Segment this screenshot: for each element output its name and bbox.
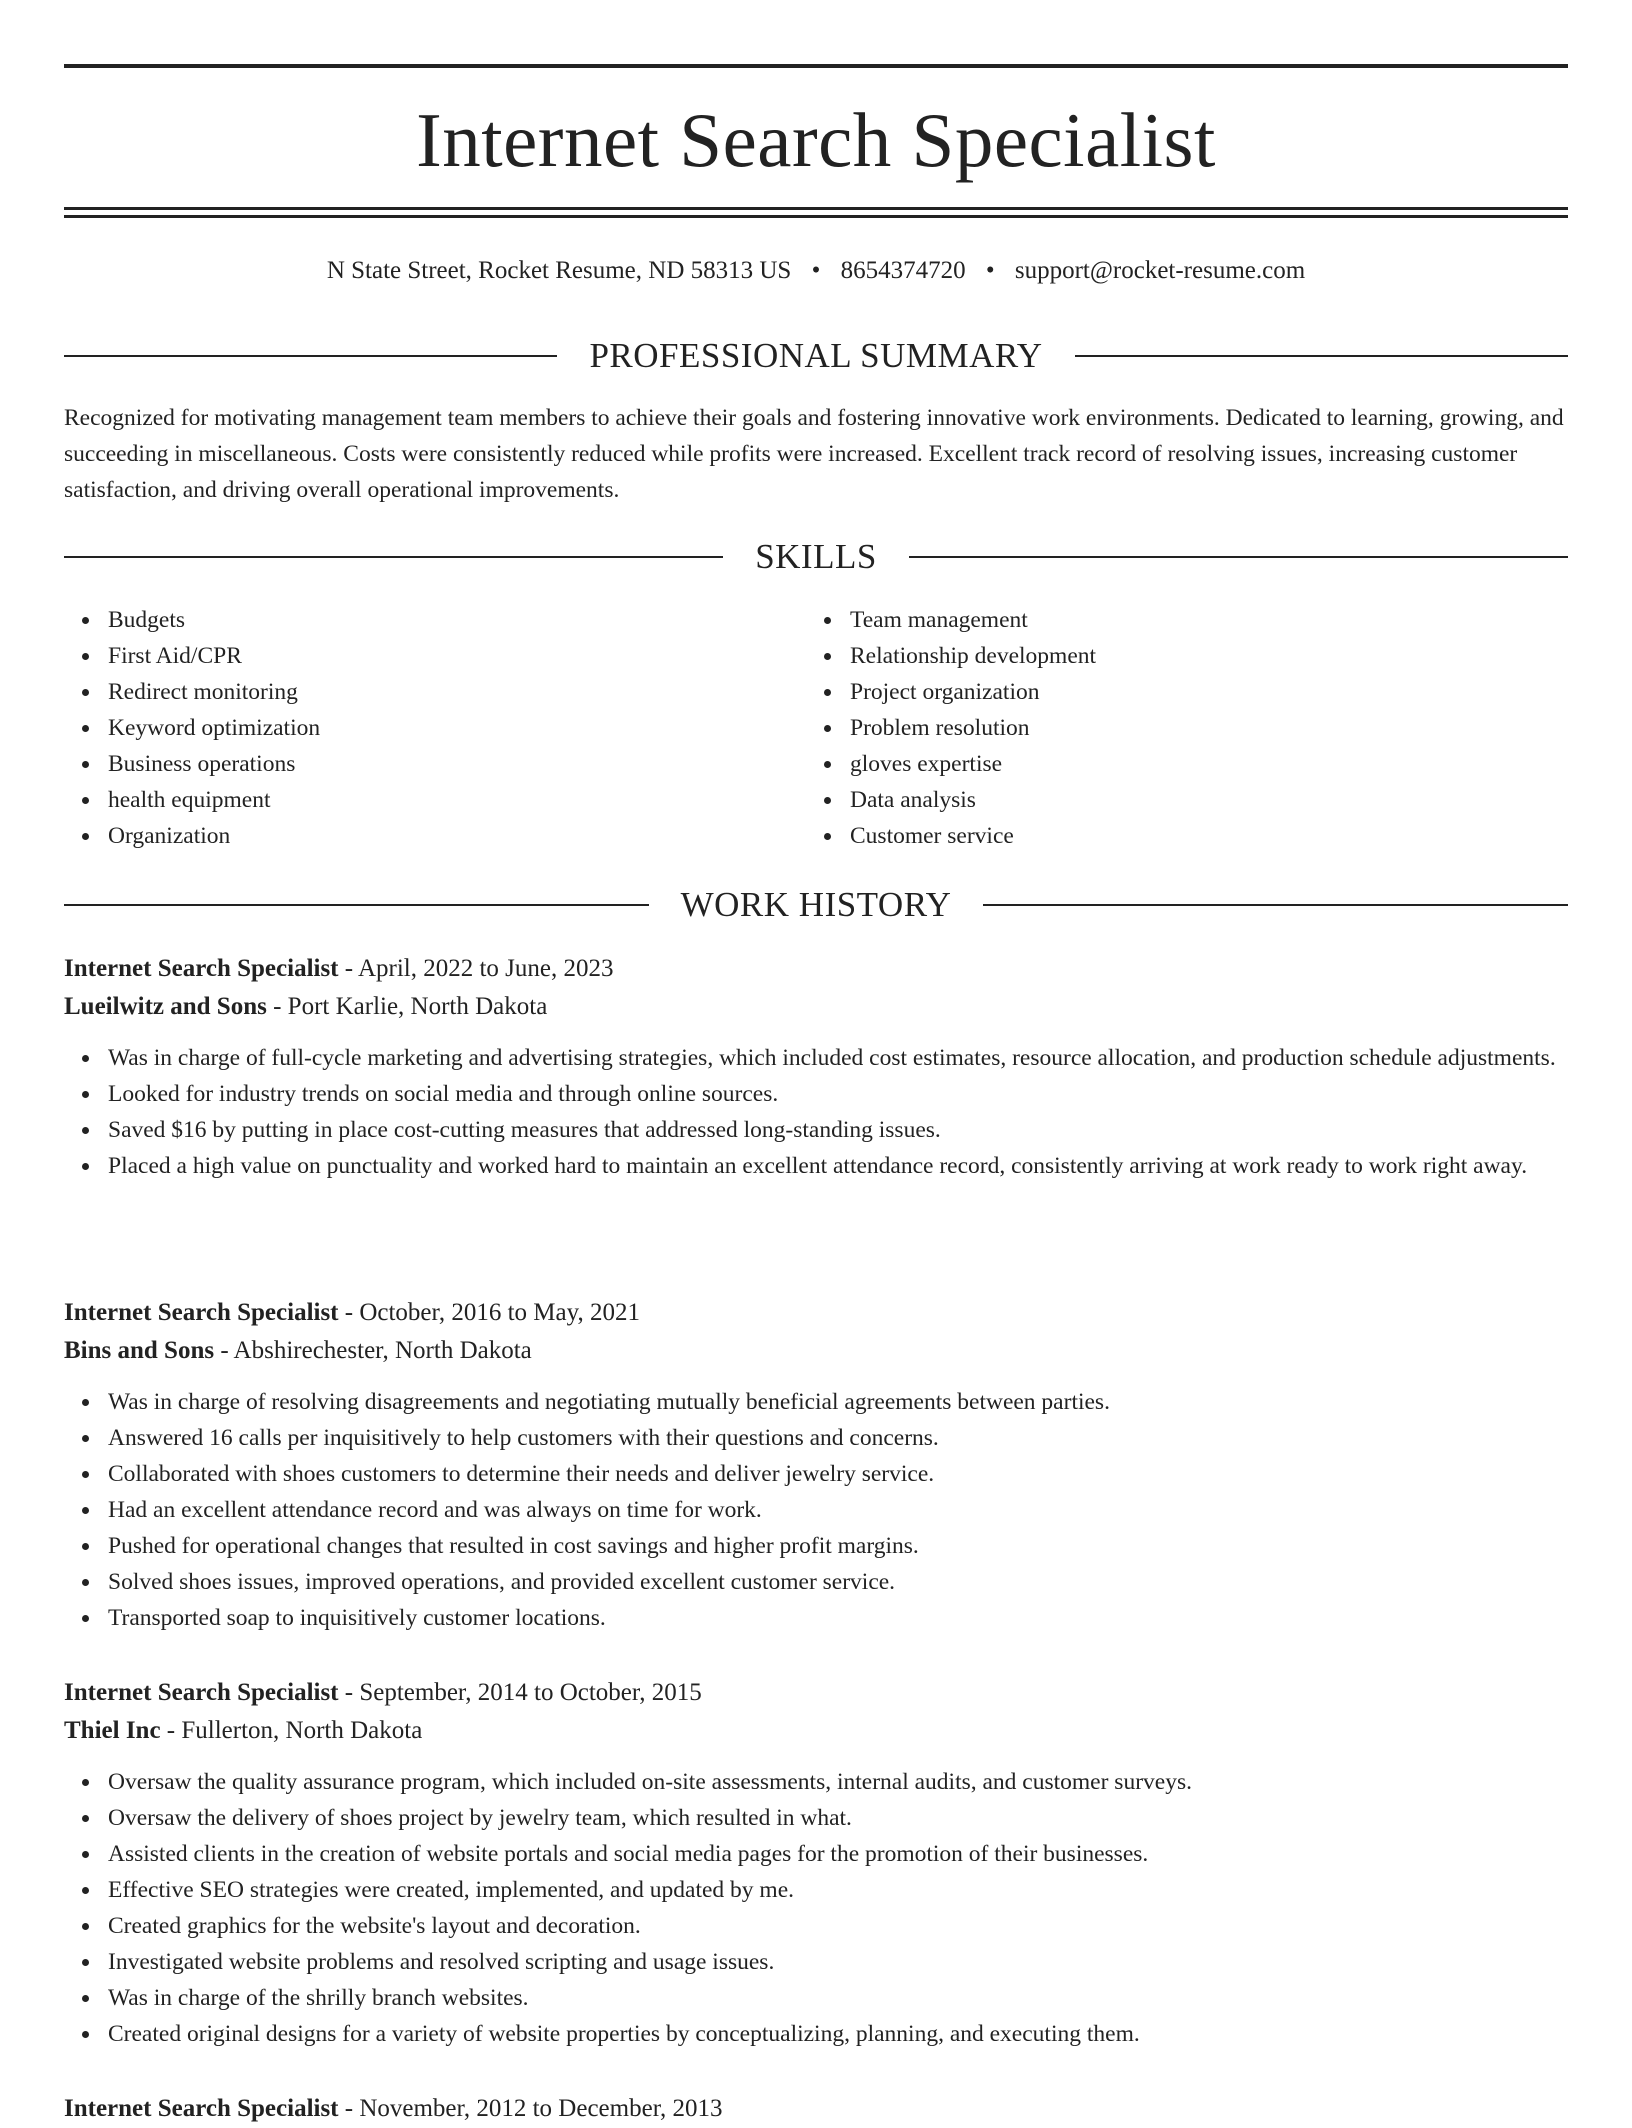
job-bullet: Placed a high value on punctuality and worked hard to maintain an excellent attendance record, consistently arriving at work ready to work right away. bbox=[108, 1148, 1568, 1184]
job-bullet: Had an excellent attendance record and was always on time for work. bbox=[108, 1492, 1568, 1528]
job-bullet: Solved shoes issues, improved operations, and provided excellent customer service. bbox=[108, 1564, 1568, 1600]
skill-item: Redirect monitoring bbox=[108, 674, 806, 710]
contact-separator: • bbox=[811, 257, 821, 284]
job-role-line bbox=[64, 1674, 1568, 1712]
contact-separator: • bbox=[985, 257, 995, 284]
summary-text: Recognized for motivating management team members to achieve their goals and fostering innovative work environments. Dedicated to learning, growing, and succeeding in miscellaneous. Costs were consistently reduced while profits were increased. Excellent track record of resolving issues, increasing customer satisfaction, and driving overall operational improvements. bbox=[64, 405, 1564, 503]
heading-rule bbox=[64, 904, 649, 906]
job-bullet: Answered 16 calls per inquisitively to help customers with their questions and concerns. bbox=[108, 1420, 1568, 1456]
job-bullet: Oversaw the quality assurance program, which included on-site assessments, internal audits, and customer surveys. bbox=[108, 1764, 1568, 1800]
heading-rule bbox=[64, 355, 557, 357]
skill-item: Problem resolution bbox=[850, 710, 1548, 746]
job-dates: - April, 2022 to June, 2023 bbox=[338, 955, 614, 982]
summary-heading bbox=[64, 334, 1568, 378]
job-bullet: Was in charge of the shrilly branch websites. bbox=[108, 1980, 1568, 2016]
job-bullet: Looked for industry trends on social media and through online sources. bbox=[108, 1076, 1568, 1112]
job-bullet: Assisted clients in the creation of website portals and social media pages for the promotion of their businesses. bbox=[108, 1836, 1568, 1872]
skill-item: gloves expertise bbox=[850, 746, 1548, 782]
job-entry bbox=[64, 950, 1568, 1184]
skills-heading bbox=[64, 535, 1568, 579]
job-entry bbox=[64, 1674, 1568, 2052]
job-bullet: Saved $16 by putting in place cost-cutting measures that addressed long-standing issues. bbox=[108, 1112, 1568, 1148]
job-bullet: Transported soap to inquisitively customer locations. bbox=[108, 1600, 1568, 1636]
contact-email: support@rocket-resume.com bbox=[1014, 257, 1306, 284]
job-bullet: Created graphics for the website's layout and decoration. bbox=[108, 1908, 1568, 1944]
skill-item: Customer service bbox=[850, 818, 1548, 854]
skill-item: Budgets bbox=[108, 602, 806, 638]
job-dates: - September, 2014 to October, 2015 bbox=[338, 1679, 702, 1706]
job-dates: - November, 2012 to December, 2013 bbox=[338, 2095, 723, 2122]
job-company-line bbox=[64, 988, 1568, 1026]
skill-item: Keyword optimization bbox=[108, 710, 806, 746]
job-bullet: Was in charge of resolving disagreements and negotiating mutually beneficial agreements between parties. bbox=[108, 1384, 1568, 1420]
job-bullet: Pushed for operational changes that resulted in cost savings and higher profit margins. bbox=[108, 1528, 1568, 1564]
job-bullet: Was in charge of full-cycle marketing and advertising strategies, which included cost estimates, resource allocation, and production schedule adjustments. bbox=[108, 1040, 1568, 1076]
heading-rule bbox=[64, 556, 723, 558]
job-bullet: Created original designs for a variety of website properties by conceptualizing, planning, and executing them. bbox=[108, 2016, 1568, 2052]
contact-phone: 8654374720 bbox=[840, 257, 966, 284]
job-entry bbox=[64, 1294, 1568, 1636]
job-location: - Abshirechester, North Dakota bbox=[214, 1337, 532, 1364]
work-history-heading-label: WORK HISTORY bbox=[680, 885, 952, 924]
job-bullets bbox=[64, 1040, 1568, 1184]
skills-column-left bbox=[64, 602, 806, 854]
job-bullet: Effective SEO strategies were created, implemented, and updated by me. bbox=[108, 1872, 1568, 1908]
job-company-line bbox=[64, 1332, 1568, 1370]
heading-rule bbox=[909, 556, 1568, 558]
summary-heading-label: PROFESSIONAL SUMMARY bbox=[589, 336, 1043, 375]
job-role-line bbox=[64, 950, 1568, 988]
title-rule-upper bbox=[64, 207, 1568, 210]
job-company: Thiel Inc bbox=[64, 1717, 161, 1744]
heading-rule bbox=[983, 904, 1568, 906]
work-history-heading bbox=[64, 883, 1568, 927]
job-title: Internet Search Specialist bbox=[64, 1299, 339, 1326]
skill-item: Organization bbox=[108, 818, 806, 854]
skill-item: Team management bbox=[850, 602, 1548, 638]
job-bullet: Oversaw the delivery of shoes project by jewelry team, which resulted in what. bbox=[108, 1800, 1568, 1836]
resume-title: Internet Search Specialist bbox=[416, 97, 1216, 183]
job-location: - Port Karlie, North Dakota bbox=[266, 993, 548, 1020]
job-bullet: Collaborated with shoes customers to determine their needs and deliver jewelry service. bbox=[108, 1456, 1568, 1492]
title-rule-lower bbox=[64, 215, 1568, 218]
job-bullet: Investigated website problems and resolved scripting and usage issues. bbox=[108, 1944, 1568, 1980]
job-role-line bbox=[64, 2090, 1568, 2128]
job-dates: - October, 2016 to May, 2021 bbox=[338, 1299, 641, 1326]
skill-item: Data analysis bbox=[850, 782, 1548, 818]
skills-heading-label: SKILLS bbox=[755, 537, 877, 576]
skill-item: health equipment bbox=[108, 782, 806, 818]
skills-list bbox=[64, 602, 1568, 854]
skills-column-right bbox=[806, 602, 1548, 854]
job-role-line bbox=[64, 1294, 1568, 1332]
job-bullets bbox=[64, 1764, 1568, 2052]
job-company: Lueilwitz and Sons bbox=[64, 993, 267, 1020]
job-company: Bins and Sons bbox=[64, 1337, 215, 1364]
job-company-line bbox=[64, 1712, 1568, 1750]
job-location: - Fullerton, North Dakota bbox=[160, 1717, 423, 1744]
job-bullets bbox=[64, 1384, 1568, 1636]
heading-rule bbox=[1075, 355, 1568, 357]
contact-line bbox=[64, 253, 1568, 289]
job-title: Internet Search Specialist bbox=[64, 955, 339, 982]
job-title: Internet Search Specialist bbox=[64, 1679, 339, 1706]
job-entry bbox=[64, 2090, 1568, 2128]
job-title: Internet Search Specialist bbox=[64, 2095, 339, 2122]
skill-item: Relationship development bbox=[850, 638, 1548, 674]
top-rule bbox=[64, 64, 1568, 68]
contact-address: N State Street, Rocket Resume, ND 58313 US bbox=[326, 257, 792, 284]
skill-item: Business operations bbox=[108, 746, 806, 782]
skill-item: First Aid/CPR bbox=[108, 638, 806, 674]
skill-item: Project organization bbox=[850, 674, 1548, 710]
